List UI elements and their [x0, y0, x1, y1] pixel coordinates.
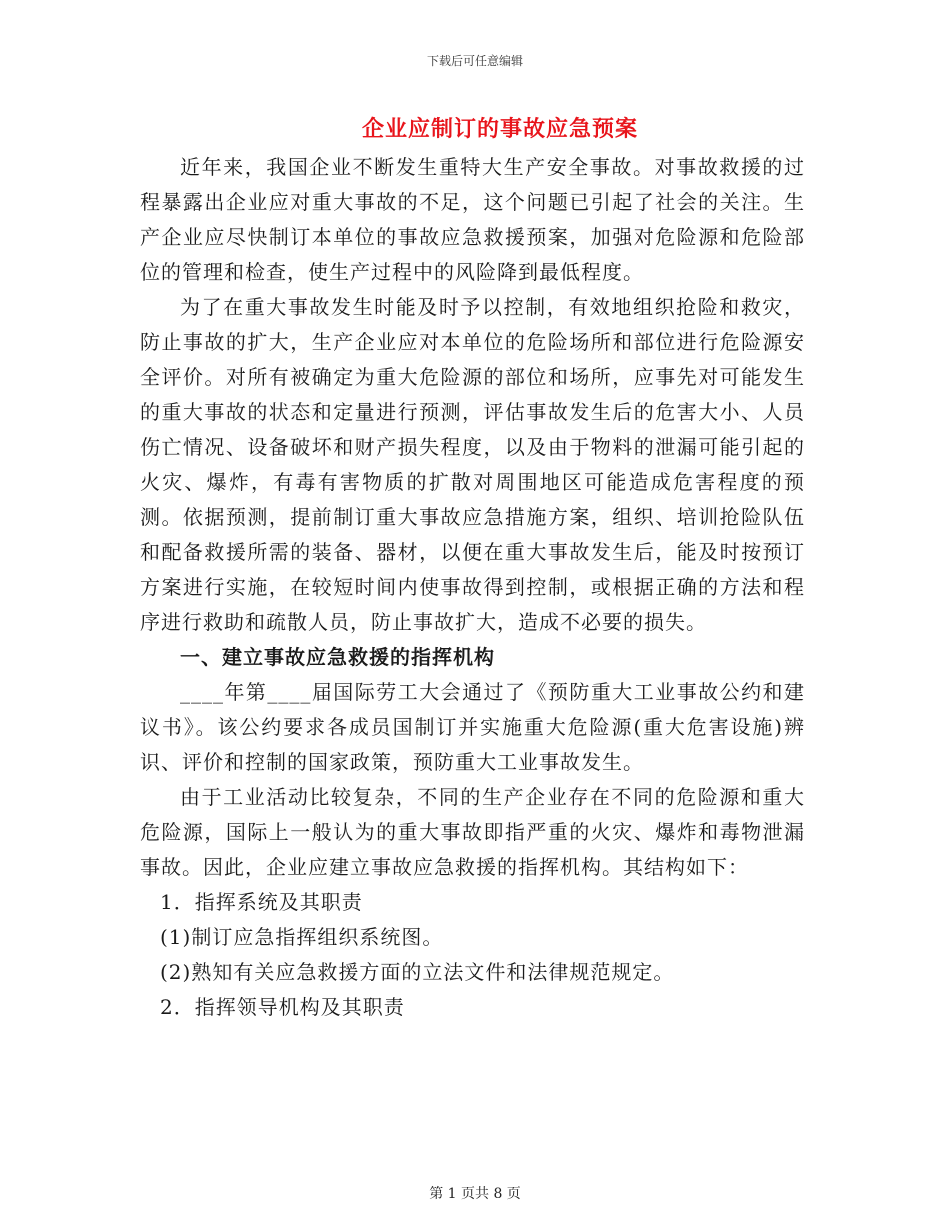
paragraph-intro: 近年来，我国企业不断发生重特大生产安全事故。对事故救援的过程暴露出企业应对重大事故的不足，这个问题已引起了社会的关注。生产企业应尽快制订本单位的事故应急救援预案，加强对危险源和危险部位的管理和检查，使生产过程中的风险降到最低程度。	[140, 155, 805, 284]
document-body	[140, 150, 805, 1025]
list-item: 1．指挥系统及其职责	[160, 890, 363, 914]
page-header-note: 下载后可任意编辑	[426, 54, 523, 68]
list-item: (1)制订应急指挥组织系统图。	[160, 925, 444, 949]
paragraph-convention: ____年第____届国际劳工大会通过了《预防重大工业事故公约和建议书》。该公约要求各成员国制订并实施重大危险源(重大危害设施)辨识、评价和控制的国家政策，预防重大工业事故发生。	[140, 680, 805, 774]
page-number: 第 1 页共 8 页	[429, 1186, 521, 1202]
list-item: 2．指挥领导机构及其职责	[160, 995, 405, 1019]
document-title: 企业应制订的事故应急预案	[361, 116, 638, 142]
section-heading: 一、建立事故应急救援的指挥机构	[180, 645, 495, 669]
list-item: (2)熟知有关应急救援方面的立法文件和法律规范规定。	[160, 960, 675, 984]
paragraph-structure: 由于工业活动比较复杂，不同的生产企业存在不同的危险源和重大危险源，国际上一般认为的重大事故即指严重的火灾、爆炸和毒物泄漏事故。因此，企业应建立事故应急救援的指挥机构。其结构如下：	[140, 785, 805, 879]
paragraph-control: 为了在重大事故发生时能及时予以控制，有效地组织抢险和救灾，防止事故的扩大，生产企业应对本单位的危险场所和部位进行危险源安全评价。对所有被确定为重大危险源的部位和场所，应事先对可能发生的重大事故的状态和定量进行预测，评估事故发生后的危害大小、人员伤亡情况、设备破坏和财产损失程度，以及由于物料的泄漏可能引起的火灾、爆炸，有毒有害物质的扩散对周围地区可能造成危害程度的预测。依据预测，提前制订重大事故应急措施方案，组织、培训抢险队伍和配备救援所需的装备、器材，以便在重大事故发生后，能及时按预订方案进行实施，在较短时间内使事故得到控制，或根据正确的方法和程序进行救助和疏散人员，防止事故扩大，造成不必要的损失。	[140, 295, 805, 634]
